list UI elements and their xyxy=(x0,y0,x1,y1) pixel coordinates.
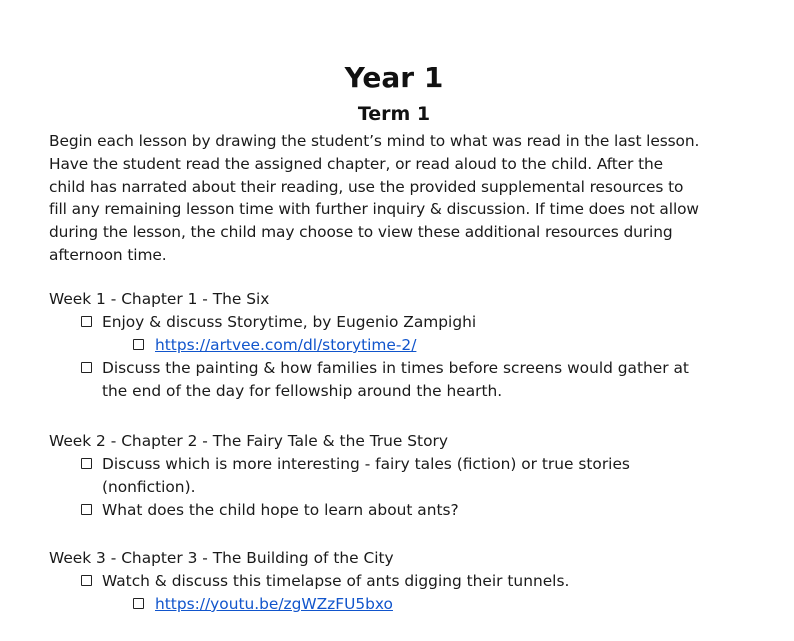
item-text: the end of the day for fellowship around the hearth. xyxy=(102,382,503,400)
checklist-subitem xyxy=(49,593,749,616)
checklist-item xyxy=(49,311,749,334)
week-heading: Week 1 - Chapter 1 - The Six xyxy=(49,290,270,308)
intro-line: Have the student read the assigned chapter, or read aloud to the child. After the xyxy=(49,154,664,173)
checklist-item xyxy=(49,499,749,522)
item-text: (nonfiction). xyxy=(102,478,196,496)
checkbox[interactable] xyxy=(81,575,92,586)
checkbox[interactable] xyxy=(133,339,144,350)
checklist-item xyxy=(49,570,749,593)
checkbox[interactable] xyxy=(81,316,92,327)
checklist-subitem xyxy=(49,334,749,357)
page-subtitle: Term 1 xyxy=(357,103,431,125)
intro-paragraph xyxy=(49,130,749,267)
week-3-section xyxy=(49,547,749,616)
checkbox[interactable] xyxy=(81,362,92,373)
resource-link[interactable]: https://youtu.be/zgWZzFU5bxo xyxy=(155,595,393,613)
item-text: Watch & discuss this timelapse of ants digging their tunnels. xyxy=(102,572,570,590)
checkbox[interactable] xyxy=(133,598,144,609)
intro-line: afternoon time. xyxy=(49,245,167,264)
item-text: Discuss which is more interesting - fairy tales (fiction) or true stories xyxy=(102,455,630,473)
intro-line: Begin each lesson by drawing the student’s mind to what was read in the last lesson. xyxy=(49,132,700,150)
page-title: Year 1 xyxy=(344,61,444,94)
intro-line: during the lesson, the child may choose to view these additional resources during xyxy=(49,223,673,242)
item-text: Discuss the painting & how families in times before screens would gather at xyxy=(102,359,689,377)
checklist-item xyxy=(49,357,749,403)
checklist-item xyxy=(49,453,749,499)
checkbox[interactable] xyxy=(81,504,92,515)
item-text: What does the child hope to learn about ants? xyxy=(102,501,459,519)
checkbox[interactable] xyxy=(81,458,92,469)
item-text: Enjoy & discuss Storytime, by Eugenio Zampighi xyxy=(102,313,477,331)
week-2-section xyxy=(49,430,749,522)
intro-line: fill any remaining lesson time with further inquiry & discussion. If time does not allow xyxy=(49,200,699,219)
intro-line: child has narrated about their reading, use the provided supplemental resources to xyxy=(49,177,684,196)
week-heading: Week 3 - Chapter 3 - The Building of the City xyxy=(49,549,394,567)
resource-link[interactable]: https://artvee.com/dl/storytime-2/ xyxy=(155,336,417,354)
week-heading: Week 2 - Chapter 2 - The Fairy Tale & the True Story xyxy=(49,432,448,450)
week-1-section xyxy=(49,288,749,403)
